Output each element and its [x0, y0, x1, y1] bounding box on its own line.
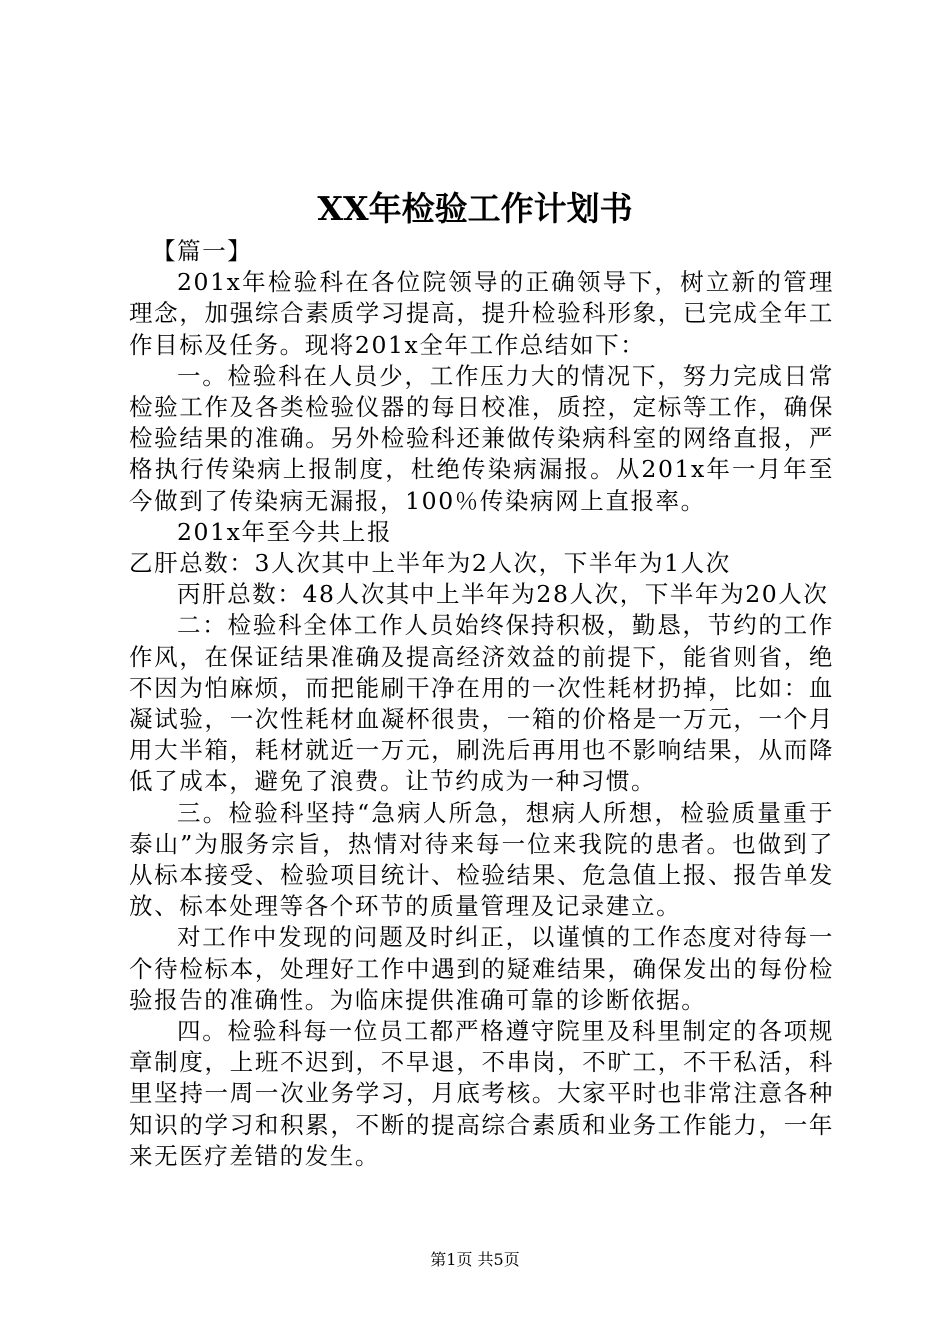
paragraph-hepatitis-b: 乙肝总数：3人次其中上半年为2人次，下半年为1人次: [129, 549, 731, 578]
paragraph-item-two: 二：检验科全体工作人员始终保持积极，勤恳，节约的工作作风，在保证结果准确及提高经济效益的前提下，能省则省，绝不因为怕麻烦，而把能刷干净在用的一次性耗材扔掉，比如：血凝试验，一次性耗材血凝杯很贵，一箱的价格是一万元，一个月用大半箱，耗材就近一万元，刷洗后再用也不影响结果，从而降低了成本，避免了浪费。让节约成为一种习惯。: [129, 611, 834, 796]
document-title: XX年检验工作计划书: [317, 189, 633, 228]
page-indicator: 第1页 共5页: [430, 1250, 520, 1269]
paragraph-item-one: 一。检验科在人员少，工作压力大的情况下，努力完成日常检验工作及各类检验仪器的每日校准，质控，定标等工作，确保检验结果的准确。另外检验科还兼做传染病科室的网络直报，严格执行传染病上报制度，杜绝传染病漏报。从201x年一月年至今做到了传染病无漏报，100％传染病网上直报率。: [129, 361, 834, 515]
paragraph-hepatitis-c: 丙肝总数：48人次其中上半年为28人次，下半年为20人次: [177, 580, 829, 609]
document-body: [129, 236, 834, 1172]
paragraph-problem-correction: 对工作中发现的问题及时纠正，以谨慎的工作态度对待每一个待检标本，处理好工作中遇到的疑难结果，确保发出的每份检验报告的准确性。为临床提供准确可靠的诊断依据。: [129, 923, 834, 1014]
paragraph-item-four: 四。检验科每一位员工都严格遵守院里及科里制定的各项规章制度，上班不迟到，不早退，不串岗，不旷工，不干私活，科里坚持一周一次业务学习，月底考核。大家平时也非常注意各种知识的学习和积累，不断的提高综合素质和业务工作能力，一年来无医疗差错的发生。: [129, 1017, 834, 1170]
section-label: 【篇一】: [152, 237, 253, 265]
paragraph-item-three: 三。检验科坚持“急病人所急，想病人所想，检验质量重于泰山”为服务宗旨，热情对待来每一位来我院的患者。也做到了从标本接受、检验项目统计、检验结果、危急值上报、报告单发放、标本处理等各个环节的质量管理及记录建立。: [129, 798, 834, 921]
paragraph-intro: 201x年检验科在各位院领导的正确领导下，树立新的管理理念，加强综合素质学习提高，提升检验科形象，已完成全年工作目标及任务。现将201x全年工作总结如下：: [129, 268, 834, 359]
paragraph-report-count: 201x年至今共上报: [177, 517, 393, 546]
